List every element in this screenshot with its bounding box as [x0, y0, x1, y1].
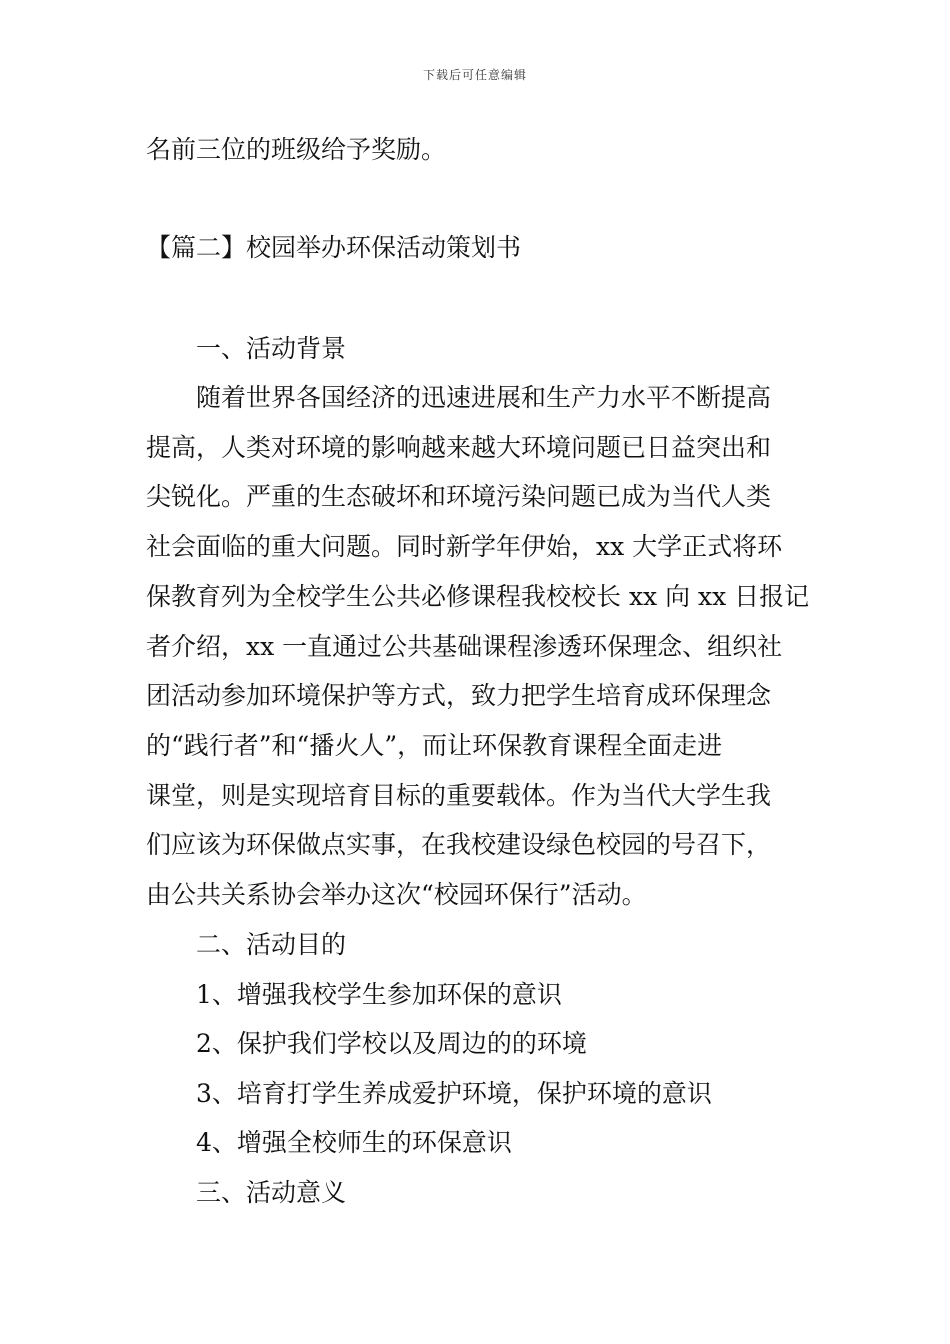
- background-line-4: 社会面临的重大问题。同时新学年伊始，xx 大学正式将环: [146, 532, 783, 561]
- page-header-note: 下载后可任意编辑: [422, 68, 527, 82]
- section-title: 【篇二】校园举办环保活动策划书: [146, 233, 522, 262]
- heading-significance: 三、活动意义: [196, 1178, 347, 1207]
- background-line-1: 随着世界各国经济的迅速进展和生产力水平不断提高: [196, 383, 772, 412]
- goal-item-2: 2、保护我们学校以及周边的的环境: [196, 1029, 587, 1058]
- background-line-10: 们应该为环保做点实事，在我校建设绿色校园的号召下，: [146, 830, 772, 859]
- background-line-5: 保教育列为全校学生公共必修课程我校校长 xx 向 xx 日报记: [146, 582, 810, 611]
- background-line-7: 团活动参加环境保护等方式，致力把学生培育成环保理念: [146, 681, 772, 710]
- goal-item-1: 1、增强我校学生参加环保的意识: [196, 980, 562, 1009]
- background-line-6: 者介绍，xx 一直通过公共基础课程渗透环保理念、组织社: [146, 632, 783, 661]
- goal-item-4: 4、增强全校师生的环保意识: [196, 1128, 512, 1157]
- background-line-2: 提高，人类对环境的影响越来越大环境问题已日益突出和: [146, 433, 772, 462]
- heading-purpose: 二、活动目的: [196, 930, 347, 959]
- background-line-8: 的“践行者”和“播火人”，而让环保教育课程全面走进: [146, 731, 723, 760]
- continuation-paragraph: 名前三位的班级给予奖励。: [146, 135, 447, 164]
- background-line-3: 尖锐化。严重的生态破坏和环境污染问题已成为当代人类: [146, 482, 772, 511]
- goal-item-3: 3、培育打学生养成爱护环境，保护环境的意识: [196, 1079, 712, 1108]
- background-line-11: 由公共关系协会举办这次“校园环保行”活动。: [146, 880, 647, 909]
- heading-background: 一、活动背景: [196, 334, 347, 363]
- background-line-9: 课堂，则是实现培育目标的重要载体。作为当代大学生我: [146, 781, 772, 810]
